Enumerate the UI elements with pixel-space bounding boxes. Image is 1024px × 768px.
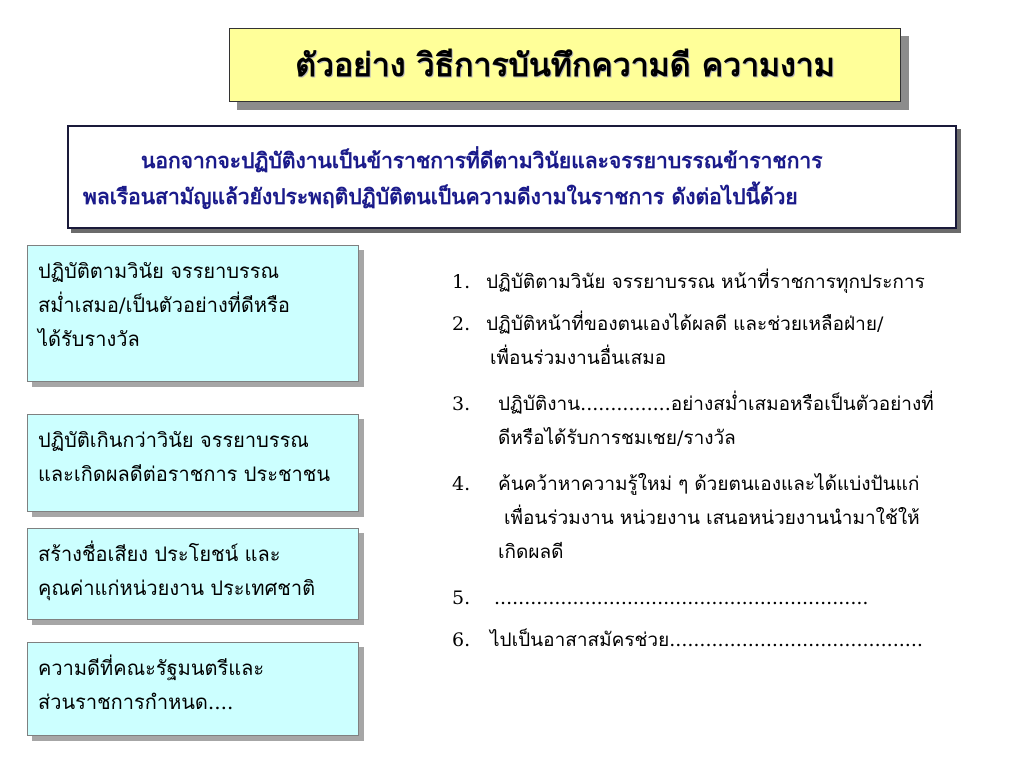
category-box-line: และเกิดผลดีต่อราชการ ประชาชน [38,462,331,486]
list-item-text: .............................................................. [494,587,869,609]
list-item [452,623,1012,657]
category-box-line: สม่ำเสมอ/เป็นตัวอย่างที่ดีหรือ [38,293,290,317]
list-item-number: 1. [452,271,471,293]
list-item [452,387,1012,455]
category-box-4 [27,642,359,736]
list-item-text: ค้นคว้าหาความรู้ใหม่ ๆ ด้วยตนเองและได้แบ่งปันแก่ [498,473,920,495]
category-box-line: ความดีที่คณะรัฐมนตรีและ [38,656,265,680]
list-item-number: 5. [452,587,471,609]
category-box-line: คุณค่าแก่หน่วยงาน ประเทศชาติ [38,576,316,600]
category-box-line: ปฏิบัติเกินกว่าวินัย จรรยาบรรณ [38,428,309,452]
list-item-text: ปฏิบัติหน้าที่ของตนเองได้ผลดี และช่วยเหลือฝ่าย/ [486,313,884,335]
category-box-line: สร้างชื่อเสียง ประโยชน์ และ [38,542,281,566]
title-box [229,28,901,102]
list-item [452,467,1012,569]
list-item-text: ปฏิบัติงาน...............อย่างสม่ำเสมอหรือเป็นตัวอย่างที่ [498,393,934,415]
intro-line-2: พลเรือนสามัญแล้วยังประพฤติปฏิบัติตนเป็นความดีงามในราชการ ดังต่อไปนี้ด้วย [83,184,798,209]
list-item-text: ไปเป็นอาสาสมัครช่วย.......................................... [490,629,923,651]
category-box-1 [27,245,359,382]
page-title: ตัวอย่าง วิธีการบันทึกความดี ความงาม [295,45,835,84]
intro-box [67,125,957,229]
list-item-text: ดีหรือได้รับการชมเชย/รางวัล [498,427,736,449]
category-box-2 [27,414,359,512]
list-item [452,265,1012,299]
list-item-text: เพื่อนร่วมงานอื่นเสมอ [490,347,667,369]
list-item-number: 2. [452,313,471,335]
intro-line-1: นอกจากจะปฏิบัติงานเป็นข้าราชการที่ดีตามวินัยและจรรยาบรรณข้าราชการ [141,148,823,173]
list-item [452,581,1012,615]
list-item-number: 4. [452,473,471,495]
list-item-number: 6. [452,629,471,651]
category-box-3 [27,528,359,620]
category-box-line: ได้รับรางวัล [38,327,140,351]
category-box-line: ปฏิบัติตามวินัย จรรยาบรรณ [38,259,280,283]
list-item-number: 3. [452,393,471,415]
list-item-text: ปฏิบัติตามวินัย จรรยาบรรณ หน้าที่ราชการทุกประการ [486,271,925,293]
list-item-text: เกิดผลดี [498,541,564,563]
category-box-line: ส่วนราชการกำหนด.... [38,690,234,714]
example-list [452,265,1012,657]
list-item [452,307,1012,375]
list-item-text: เพื่อนร่วมงาน หน่วยงาน เสนอหน่วยงานนำมาใช้ให้ [504,507,920,529]
